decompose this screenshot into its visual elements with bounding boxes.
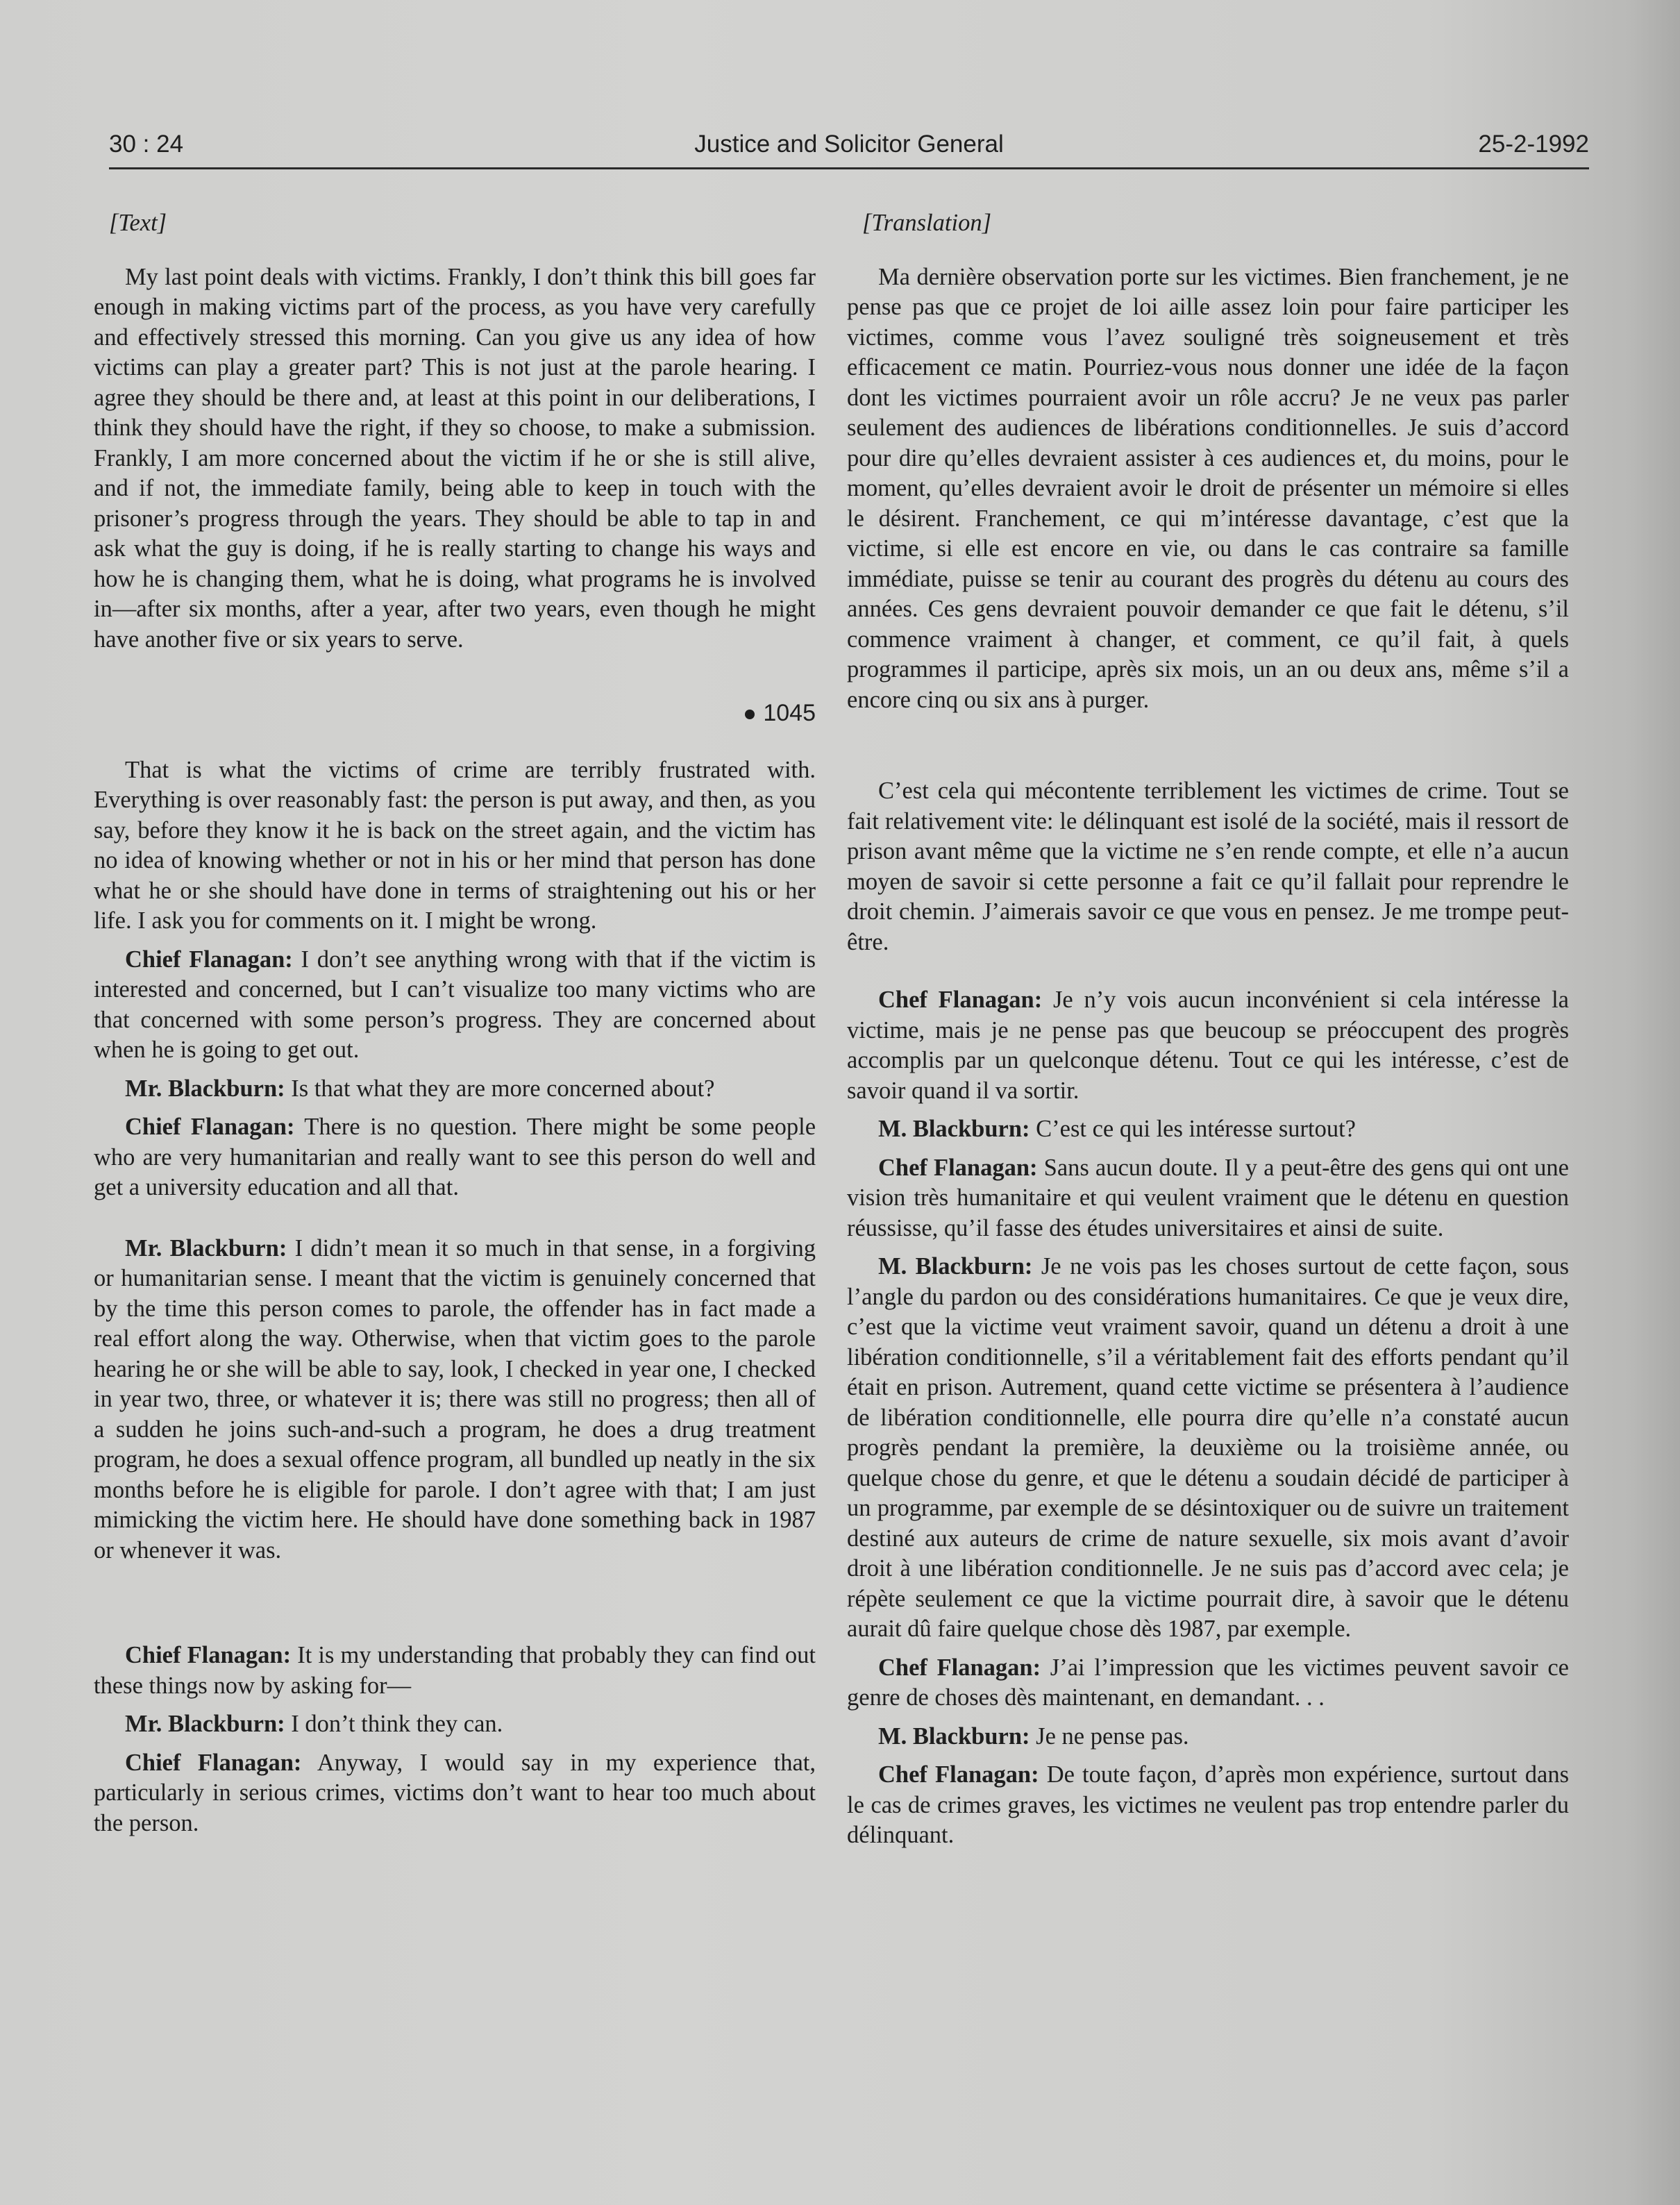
speaker: Chef Flanagan: xyxy=(878,987,1043,1013)
speech xyxy=(94,945,816,1066)
speech xyxy=(94,1709,816,1740)
speech xyxy=(847,1760,1569,1851)
speech xyxy=(847,1114,1569,1145)
speaker: Chief Flanagan: xyxy=(125,1114,295,1140)
speech xyxy=(847,1153,1569,1244)
speech-text: It is my understanding that probably they can find out these things now by asking for— xyxy=(94,1642,816,1699)
speech xyxy=(94,1748,816,1839)
speech-text: I don’t think they can. xyxy=(285,1711,503,1737)
time-marker-text: 1045 xyxy=(763,700,816,726)
speaker: Chef Flanagan: xyxy=(878,1654,1041,1681)
speech-text: Je ne vois pas les choses surtout de cette façon, sous l’angle du pardon ou des considérations humanitaires. Ce que je veux dire, c’est que la victime veut vraiment savoir, quand un détenu a droit à une libération conditionnelle, s’il a véritablement fait des efforts pendant qu’il était en prison. Autrement, quand cette victime se présentera à l’audience de libération conditionnelle, elle pourra dire qu’elle n’a constaté aucun progrès pendant la première, la deuxième ou la troisième année, ou quelque chose du genre, et que le détenu a soudain décidé de participer à un programme, par exemple de se désintoxiquer ou de suivre un traitement destiné aux auteurs de crime de nature sexuelle, six mois avant d’avoir droit à une libération conditionnelle. Je ne suis pas d’accord avec cela; je répète seulement ce que la victime pourrait dire, à savoir que le détenu aurait dû faire quelque chose dès 1987, par exemple. xyxy=(847,1253,1569,1642)
speaker: Mr. Blackburn: xyxy=(125,1711,285,1737)
paragraph: Ma dernière observation porte sur les victimes. Bien franchement, je ne pense pas que ce projet de loi aille assez loin pour faire participer les victimes, comme vous l’avez souligné très soigneusement et très efficacement ce matin. Pourriez-vous nous donner une idée de la façon dont les victimes pourraient avoir un rôle accru? Je ne veux pas parler seulement des audiences de libérations conditionnelles. Je suis d’accord pour dire qu’elles devraient assister à ces audiences et, du moins, pour le moment, qu’elles devraient avoir le droit de présenter un mémoire si elles le désirent. Franchement, ce qui m’intéresse davantage, c’est que la victime, si elle est encore en vie, ou dans le cas contraire sa famille immédiate, puisse se tenir au courant des progrès du détenu au cours des années. Ces gens devraient pouvoir demander ce que fait le détenu, s’il commence vraiment à changer, et comment, ce qu’il fait, à quels programmes il participe, après six mois, un an ou deux ans, même s’il a encore cinq ou six ans à purger. xyxy=(847,263,1569,713)
speaker: Mr. Blackburn: xyxy=(125,1234,287,1261)
speech-text: Is that what they are more concerned about? xyxy=(285,1075,715,1102)
speech xyxy=(847,985,1569,1106)
speech xyxy=(94,1074,816,1105)
header-date: 25-2-1992 xyxy=(1478,131,1589,158)
bullet-icon xyxy=(745,710,755,719)
speaker: M. Blackburn: xyxy=(878,1116,1030,1142)
running-title: Justice and Solicitor General xyxy=(694,131,1004,158)
speech-text: I don’t see anything wrong with that if the victim is interested and concerned, but I can’t visualize too many victims who are that concerned with some person’s progress. They are concerned about when he is going to get out. xyxy=(94,946,816,1063)
speech-text: De toute façon, d’après mon expérience, surtout dans le cas de crimes graves, les victimes ne veulent pas trop entendre parler du délinquant. xyxy=(847,1761,1569,1848)
speaker: M. Blackburn: xyxy=(878,1253,1033,1280)
speech-text: I didn’t mean it so much in that sense, in a forgiving or humanitarian sense. I meant that the victim is genuinely concerned that by the time this person comes to parole, the offender has in fact made a real effort along the way. Otherwise, when that victim goes to the parole hearing he or she will be able to say, look, I checked in year one, I checked in year two, three, or whatever it is; there was still no progress; then all of a sudden he joins such-and-such a program, he does a drug treatment program, he does a sexual offence program, all bundled up neatly in the six months before he is eligible for parole. I don’t agree with that; I am just mimicking the victim here. He should have done something back in 1987 or whenever it was. xyxy=(94,1234,816,1563)
english-column xyxy=(94,208,816,1847)
speech xyxy=(94,1234,816,1566)
header-rule xyxy=(109,167,1589,169)
speaker: Mr. Blackburn: xyxy=(125,1075,285,1102)
speech-text: Je ne pense pas. xyxy=(1030,1722,1189,1750)
paragraph: My last point deals with victims. Frankly, I don’t think this bill goes far enough in making victims part of the process, as you have very carefully and effectively stressed this morning. Can you give us any idea of how victims can play a greater part? This is not just at the parole hearing. I agree they should be there and, at least at this point in our deliberations, I think they should have the right, if they so choose, to make a submission. Frankly, I am more concerned about the victim if he or she is still alive, and if not, the immediate family, being able to keep in touch with the prisoner’s progress through the years. They should be able to tap in and ask what the guy is doing, if he is really starting to change his ways and how he is changing them, what he is doing, what programs he is involved in—after six months, after a year, after two years, even though he might have another five or six years to serve. xyxy=(94,263,816,653)
paragraph: C’est cela qui mécontente terriblement les victimes de crime. Tout se fait relativement vite: le délinquant est isolé de la société, mais il ressort de prison avant même que la victime ne s’en rende compte, et elle n’a aucun moyen de savoir si cette personne a fait ce qu’il fallait pour reprendre le droit chemin. J’aimerais savoir ce que vous en pensez. Je me trompe peut-être. xyxy=(847,778,1569,955)
speaker: Chef Flanagan: xyxy=(878,1761,1039,1788)
speaker: Chief Flanagan: xyxy=(125,1749,302,1776)
speech-text: Anyway, I would say in my experience that, particularly in serious crimes, victims don’t want to hear too much about the person. xyxy=(94,1749,816,1836)
speech-text: Je n’y vois aucun inconvénient si cela intéresse la victime, mais je ne pense pas que beucoup se préoccupent des progrès accomplis par un quelconque détenu. Tout ce qui les intéresse, c’est de savoir quand il va sortir. xyxy=(847,987,1569,1104)
speech xyxy=(94,1641,816,1701)
speaker: Chief Flanagan: xyxy=(125,1642,292,1668)
speech xyxy=(847,1722,1569,1752)
paragraph: That is what the victims of crime are terribly frustrated with. Everything is over reasonably fast: the person is put away, and then, as you say, before they know it he is back on the street again, and the victim has no idea of knowing whether or not in his or her mind that person has done what he or she should have done in terms of straightening out his or her life. I ask you for comments on it. I might be wrong. xyxy=(94,756,816,934)
column-label-translation: [Translation] xyxy=(862,210,991,236)
page-header xyxy=(109,131,1589,162)
column-label-text: [Text] xyxy=(109,210,167,236)
speech-text: Sans aucun doute. Il y a peut-être des gens qui ont une vision très humanitaire et qui veulent vraiment que le détenu en question réussisse, qu’il fasse des études universitaires et ainsi de suite. xyxy=(847,1154,1569,1241)
page-number: 30 : 24 xyxy=(109,131,184,158)
speech-text: There is no question. There might be some people who are very humanitarian and really want to see this person do well and get a university education and all that. xyxy=(94,1114,816,1200)
speaker: Chef Flanagan: xyxy=(878,1154,1038,1181)
speech xyxy=(847,1653,1569,1713)
speech xyxy=(94,1112,816,1203)
time-marker xyxy=(94,698,816,729)
speech-text: J’ai l’impression que les victimes peuvent savoir ce genre de choses dès maintenant, en demandant. . . xyxy=(847,1654,1569,1711)
speech-text: C’est ce qui les intéresse surtout? xyxy=(1030,1116,1356,1142)
speech xyxy=(847,1252,1569,1645)
speaker: Chief Flanagan: xyxy=(125,946,293,973)
french-column xyxy=(847,208,1569,1859)
speaker: M. Blackburn: xyxy=(878,1722,1030,1750)
